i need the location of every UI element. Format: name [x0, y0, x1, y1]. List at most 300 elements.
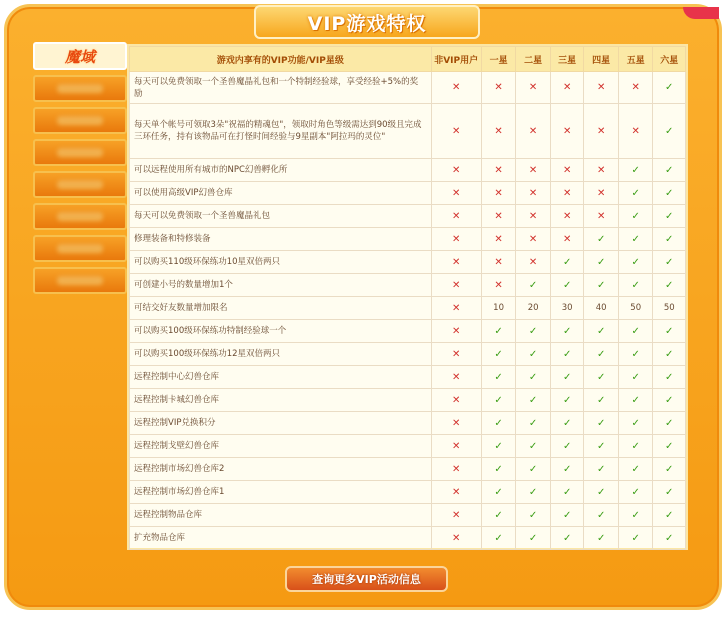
check-icon: ✓: [528, 348, 538, 360]
cross-icon: ✕: [451, 440, 461, 452]
table-row: [130, 297, 686, 320]
check-icon: ✓: [596, 532, 606, 544]
feature-cell: 远程控制中心幻兽仓库: [130, 366, 432, 389]
table-row: [130, 320, 686, 343]
tier-cell: [584, 458, 619, 481]
tier-cell: [481, 389, 516, 412]
tier-cell: [481, 205, 516, 228]
check-icon: ✓: [665, 532, 674, 544]
check-icon: ✓: [665, 486, 674, 498]
feature-cell: 修理装备和特修装备: [130, 228, 432, 251]
tier-cell: [618, 182, 653, 205]
check-icon: ✓: [494, 325, 503, 337]
cross-icon: ✕: [494, 210, 503, 222]
tier-cell: [516, 182, 551, 205]
cross-icon: ✕: [562, 233, 572, 245]
check-icon: ✓: [631, 440, 640, 452]
tier-cell: [431, 251, 481, 274]
tier-cell: [584, 343, 619, 366]
check-icon: ✓: [631, 371, 640, 383]
tier-cell: [584, 435, 619, 458]
cross-icon: ✕: [451, 417, 461, 429]
check-icon: ✓: [631, 509, 640, 521]
feature-cell: 每天单个帐号可领取3朵"祝福的精魂包"，领取时角色等级需达到90级且完成三环任务，持有该物品可在打怪时间经验与9星副本"阿拉玛的灵位": [130, 104, 432, 159]
tier-cell: [584, 205, 619, 228]
check-icon: ✓: [494, 532, 503, 544]
header-tier: 六星: [653, 47, 686, 72]
cross-icon: ✕: [596, 187, 606, 199]
cross-icon: ✕: [451, 371, 461, 383]
table-header-row: [130, 47, 686, 72]
tier-cell: [431, 320, 481, 343]
tier-cell: [516, 228, 551, 251]
check-icon: ✓: [562, 348, 572, 360]
game-tab[interactable]: [33, 235, 127, 262]
tier-cell: [550, 481, 584, 504]
corner-decoration: [683, 7, 719, 19]
check-icon: ✓: [631, 164, 640, 176]
check-icon: ✓: [631, 256, 640, 268]
tab-label-blurred: [57, 116, 103, 125]
check-icon: ✓: [631, 417, 640, 429]
tier-cell: [618, 251, 653, 274]
cross-icon: ✕: [451, 463, 461, 475]
table-row: [130, 182, 686, 205]
cross-icon: ✕: [528, 256, 538, 268]
feature-cell: 可以购买100级环保练功12星双倍两只: [130, 343, 432, 366]
check-icon: ✓: [596, 486, 606, 498]
tier-cell: [516, 481, 551, 504]
feature-cell: 每天可以免费领取一个圣兽魔晶礼包: [130, 205, 432, 228]
tier-cell: [516, 320, 551, 343]
check-icon: ✓: [528, 325, 538, 337]
tier-cell: [618, 297, 653, 320]
check-icon: ✓: [631, 233, 640, 245]
check-icon: ✓: [596, 233, 606, 245]
tier-cell: [550, 72, 584, 104]
tier-cell: [481, 251, 516, 274]
check-icon: ✓: [562, 394, 572, 406]
feature-cell: 扩充物品仓库: [130, 527, 432, 550]
check-icon: ✓: [665, 509, 674, 521]
header-tier: 三星: [550, 47, 584, 72]
feature-cell: 可结交好友数量增加限名: [130, 297, 432, 320]
tier-cell: [584, 389, 619, 412]
friend-limit-value: 50: [663, 303, 675, 313]
cross-icon: ✕: [494, 233, 503, 245]
table-row: [130, 274, 686, 297]
check-icon: ✓: [528, 463, 538, 475]
tier-cell: [481, 72, 516, 104]
tier-cell: [550, 435, 584, 458]
cross-icon: ✕: [494, 187, 503, 199]
tier-cell: [584, 527, 619, 550]
tier-cell: [584, 228, 619, 251]
tier-cell: [618, 205, 653, 228]
cross-icon: ✕: [528, 164, 538, 176]
cross-icon: ✕: [494, 164, 503, 176]
check-icon: ✓: [665, 371, 674, 383]
check-icon: ✓: [665, 440, 674, 452]
cross-icon: ✕: [451, 302, 461, 314]
tier-cell: [550, 251, 584, 274]
tier-cell: [653, 527, 686, 550]
check-icon: ✓: [562, 417, 572, 429]
tier-cell: [653, 504, 686, 527]
cross-icon: ✕: [494, 125, 503, 137]
tier-cell: [431, 182, 481, 205]
check-icon: ✓: [562, 463, 572, 475]
cross-icon: ✕: [562, 164, 572, 176]
check-icon: ✓: [631, 210, 640, 222]
game-tab[interactable]: [33, 75, 127, 102]
tier-cell: [584, 104, 619, 159]
check-icon: ✓: [665, 210, 674, 222]
table-row: [130, 504, 686, 527]
tier-cell: [584, 481, 619, 504]
check-icon: ✓: [562, 279, 572, 291]
check-icon: ✓: [494, 371, 503, 383]
tier-cell: [618, 104, 653, 159]
tier-cell: [550, 366, 584, 389]
check-icon: ✓: [665, 82, 674, 93]
tier-cell: [653, 481, 686, 504]
table-row: [130, 228, 686, 251]
tab-label-blurred: [57, 148, 103, 157]
table-row: [130, 435, 686, 458]
tier-cell: [550, 527, 584, 550]
check-icon: ✓: [596, 371, 606, 383]
check-icon: ✓: [494, 463, 503, 475]
cross-icon: ✕: [451, 279, 461, 291]
tier-cell: [516, 72, 551, 104]
tier-cell: [653, 320, 686, 343]
cross-icon: ✕: [494, 82, 503, 93]
check-icon: ✓: [665, 348, 674, 360]
tier-cell: [516, 251, 551, 274]
feature-cell: 可以使用高级VIP幻兽仓库: [130, 182, 432, 205]
tier-cell: [618, 320, 653, 343]
tier-cell: [653, 104, 686, 159]
tab-label-blurred: [57, 244, 103, 253]
cross-icon: ✕: [451, 325, 461, 337]
tier-cell: [550, 458, 584, 481]
check-icon: ✓: [665, 394, 674, 406]
check-icon: ✓: [562, 325, 572, 337]
tier-cell: [550, 182, 584, 205]
check-icon: ✓: [494, 348, 503, 360]
tier-cell: [584, 251, 619, 274]
cross-icon: ✕: [494, 279, 503, 291]
cross-icon: ✕: [562, 125, 572, 137]
feature-cell: 可创建小号的数量增加1个: [130, 274, 432, 297]
check-icon: ✓: [631, 348, 640, 360]
tier-cell: [653, 297, 686, 320]
tab-label-blurred: [57, 212, 103, 221]
tier-cell: [431, 366, 481, 389]
tab-label-blurred: [57, 276, 103, 285]
cross-icon: ✕: [451, 509, 461, 521]
check-icon: ✓: [528, 486, 538, 498]
tier-cell: [516, 504, 551, 527]
check-icon: ✓: [596, 279, 606, 291]
check-icon: ✓: [494, 417, 503, 429]
header-tier: 非VIP用户: [431, 47, 481, 72]
tier-cell: [618, 343, 653, 366]
tier-cell: [431, 72, 481, 104]
cross-icon: ✕: [451, 164, 461, 176]
cross-icon: ✕: [451, 187, 461, 199]
tier-cell: [481, 504, 516, 527]
tier-cell: [653, 182, 686, 205]
check-icon: ✓: [596, 394, 606, 406]
tier-cell: [431, 435, 481, 458]
cross-icon: ✕: [631, 82, 640, 93]
feature-cell: 远程控制市场幻兽仓库1: [130, 481, 432, 504]
cross-icon: ✕: [562, 187, 572, 199]
tier-cell: [481, 104, 516, 159]
tier-cell: [584, 297, 619, 320]
check-icon: ✓: [528, 440, 538, 452]
check-icon: ✓: [596, 440, 606, 452]
tier-cell: [550, 104, 584, 159]
tier-cell: [550, 159, 584, 182]
tier-cell: [618, 274, 653, 297]
game-tab[interactable]: 魔域: [33, 42, 127, 70]
tier-cell: [618, 412, 653, 435]
tier-cell: [584, 159, 619, 182]
tier-cell: [550, 504, 584, 527]
check-icon: ✓: [528, 371, 538, 383]
tier-cell: [584, 504, 619, 527]
cross-icon: ✕: [528, 125, 538, 137]
header-tier: 二星: [516, 47, 551, 72]
header-tier: 五星: [618, 47, 653, 72]
tier-cell: [516, 274, 551, 297]
cross-icon: ✕: [528, 233, 538, 245]
tier-cell: [653, 389, 686, 412]
check-icon: ✓: [562, 509, 572, 521]
feature-cell: 远程控制VIP兑换积分: [130, 412, 432, 435]
tier-cell: [653, 435, 686, 458]
check-icon: ✓: [665, 417, 674, 429]
tier-cell: [516, 458, 551, 481]
cross-icon: ✕: [562, 210, 572, 222]
cross-icon: ✕: [451, 210, 461, 222]
game-tab[interactable]: [33, 107, 127, 134]
cross-icon: ✕: [528, 210, 538, 222]
tier-cell: [550, 389, 584, 412]
tier-cell: [516, 412, 551, 435]
friend-limit-value: 10: [493, 303, 504, 313]
tier-cell: [431, 527, 481, 550]
cross-icon: ✕: [596, 125, 606, 137]
table-row: [130, 159, 686, 182]
page-title: VIP游戏特权: [254, 5, 480, 39]
tier-cell: [431, 104, 481, 159]
vip-privilege-table-container: [127, 44, 688, 550]
check-icon: ✓: [631, 187, 640, 199]
tier-cell: [481, 458, 516, 481]
tier-cell: [550, 343, 584, 366]
check-icon: ✓: [494, 394, 503, 406]
cross-icon: ✕: [451, 486, 461, 498]
tier-cell: [431, 274, 481, 297]
more-vip-info-button[interactable]: 查询更多VIP活动信息: [285, 566, 448, 592]
feature-cell: 远程控制市场幻兽仓库2: [130, 458, 432, 481]
table-row: [130, 412, 686, 435]
table-row: [130, 104, 686, 159]
tier-cell: [618, 504, 653, 527]
feature-cell: 可以购买100级环保练功特制经验球一个: [130, 320, 432, 343]
tab-label-blurred: [57, 180, 103, 189]
table-row: [130, 343, 686, 366]
cross-icon: ✕: [631, 125, 640, 137]
tier-cell: [653, 228, 686, 251]
cross-icon: ✕: [451, 256, 461, 268]
tier-cell: [584, 182, 619, 205]
tier-cell: [431, 343, 481, 366]
check-icon: ✓: [596, 417, 606, 429]
cross-icon: ✕: [451, 82, 461, 93]
cross-icon: ✕: [451, 233, 461, 245]
tier-cell: [516, 343, 551, 366]
check-icon: ✓: [665, 164, 674, 176]
check-icon: ✓: [596, 463, 606, 475]
game-tab[interactable]: [33, 139, 127, 166]
tier-cell: [431, 228, 481, 251]
tier-cell: [584, 72, 619, 104]
tier-cell: [431, 481, 481, 504]
tier-cell: [481, 527, 516, 550]
tier-cell: [584, 274, 619, 297]
cross-icon: ✕: [562, 82, 572, 93]
tier-cell: [618, 481, 653, 504]
tier-cell: [516, 205, 551, 228]
tier-cell: [481, 274, 516, 297]
tier-cell: [653, 366, 686, 389]
check-icon: ✓: [494, 486, 503, 498]
tier-cell: [431, 412, 481, 435]
check-icon: ✓: [596, 325, 606, 337]
tier-cell: [550, 205, 584, 228]
tier-cell: [550, 412, 584, 435]
tier-cell: [431, 504, 481, 527]
feature-cell: 可以购买110级环保练功10星双倍两只: [130, 251, 432, 274]
check-icon: ✓: [562, 486, 572, 498]
tier-cell: [431, 159, 481, 182]
check-icon: ✓: [528, 417, 538, 429]
feature-cell: 可以远程使用所有城市的NPC幻兽孵化所: [130, 159, 432, 182]
check-icon: ✓: [665, 325, 674, 337]
check-icon: ✓: [631, 463, 640, 475]
tier-cell: [481, 412, 516, 435]
feature-cell: 每天可以免费领取一个圣兽魔晶礼包和一个特制经验球，享受经验+5%的奖励: [130, 72, 432, 104]
feature-cell: 远程控制卡城幻兽仓库: [130, 389, 432, 412]
cross-icon: ✕: [494, 256, 503, 268]
check-icon: ✓: [665, 279, 674, 291]
cross-icon: ✕: [596, 210, 606, 222]
check-icon: ✓: [494, 440, 503, 452]
check-icon: ✓: [596, 348, 606, 360]
tier-cell: [431, 205, 481, 228]
tier-cell: [431, 458, 481, 481]
cross-icon: ✕: [596, 82, 606, 93]
tier-cell: [516, 104, 551, 159]
tier-cell: [618, 159, 653, 182]
table-row: [130, 481, 686, 504]
game-tab[interactable]: [33, 203, 127, 230]
tier-cell: [481, 343, 516, 366]
tier-cell: [618, 435, 653, 458]
tier-cell: [584, 412, 619, 435]
tier-cell: [653, 458, 686, 481]
check-icon: ✓: [631, 486, 640, 498]
tier-cell: [618, 458, 653, 481]
tier-cell: [550, 297, 584, 320]
check-icon: ✓: [528, 509, 538, 521]
tier-cell: [481, 297, 516, 320]
tier-cell: [653, 251, 686, 274]
check-icon: ✓: [596, 509, 606, 521]
cross-icon: ✕: [451, 125, 461, 137]
check-icon: ✓: [665, 233, 674, 245]
tier-cell: [481, 159, 516, 182]
table-row: [130, 389, 686, 412]
tier-cell: [550, 274, 584, 297]
header-tier: 一星: [481, 47, 516, 72]
table-row: [130, 458, 686, 481]
cross-icon: ✕: [596, 164, 606, 176]
tier-cell: [481, 435, 516, 458]
tier-cell: [516, 435, 551, 458]
table-row: [130, 527, 686, 550]
check-icon: ✓: [665, 256, 674, 268]
cross-icon: ✕: [528, 82, 538, 93]
check-icon: ✓: [494, 509, 503, 521]
check-icon: ✓: [528, 279, 538, 291]
tier-cell: [431, 297, 481, 320]
tier-cell: [431, 389, 481, 412]
check-icon: ✓: [631, 325, 640, 337]
tier-cell: [618, 228, 653, 251]
tier-cell: [516, 527, 551, 550]
tier-cell: [516, 159, 551, 182]
check-icon: ✓: [528, 394, 538, 406]
table-row: [130, 72, 686, 104]
table-row: [130, 366, 686, 389]
tier-cell: [653, 72, 686, 104]
check-icon: ✓: [631, 279, 640, 291]
check-icon: ✓: [631, 394, 640, 406]
check-icon: ✓: [596, 256, 606, 268]
tier-cell: [584, 366, 619, 389]
tier-cell: [653, 412, 686, 435]
check-icon: ✓: [631, 532, 640, 544]
tier-cell: [550, 228, 584, 251]
feature-cell: 远程控制物品仓库: [130, 504, 432, 527]
check-icon: ✓: [562, 371, 572, 383]
tier-cell: [618, 527, 653, 550]
tier-cell: [618, 389, 653, 412]
tier-cell: [550, 320, 584, 343]
tier-cell: [584, 320, 619, 343]
tier-cell: [481, 228, 516, 251]
check-icon: ✓: [528, 532, 538, 544]
game-tab[interactable]: [33, 267, 127, 294]
tier-cell: [618, 366, 653, 389]
game-tab[interactable]: [33, 171, 127, 198]
